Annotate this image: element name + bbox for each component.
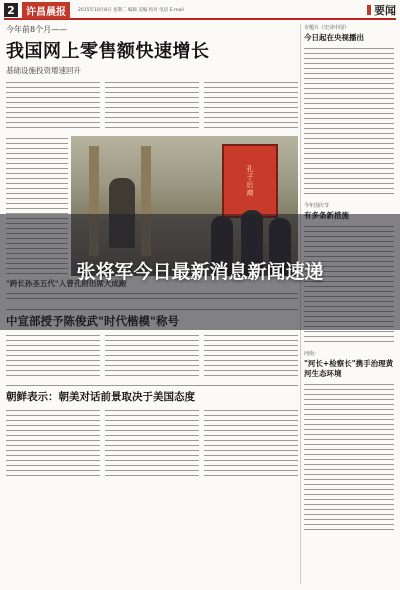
page-header [4, 2, 396, 20]
text-column [105, 408, 199, 478]
text-column [6, 80, 100, 132]
red-banner: 孔子后裔 [222, 144, 278, 218]
page-number: 2 [4, 3, 18, 17]
text-column [204, 408, 298, 478]
sidebar-headline[interactable]: "河长+检察长"携手治理黄河生态环境 [304, 359, 394, 378]
text-column [6, 408, 100, 478]
text-column [204, 80, 298, 132]
article-body [6, 333, 298, 379]
sidebar-kicker: 专题片《史诗中国》 [304, 25, 350, 31]
text-column [204, 333, 298, 379]
sidebar-kicker: 今年国庆节 [304, 203, 330, 209]
section-title: 要闻 [367, 2, 396, 18]
masthead: 许昌晨报 [22, 2, 70, 19]
article-body [6, 408, 298, 478]
lead-kicker: 今年前8个月—— [6, 25, 68, 34]
title-overlay[interactable] [0, 214, 400, 330]
sidebar-kicker: 河南： [304, 351, 320, 357]
text-column [6, 333, 100, 379]
lead-subhead: 基础设施投资增速回升 [6, 66, 81, 75]
sidebar-text [304, 46, 394, 196]
sidebar-headline[interactable]: 今日起在央视播出 [304, 33, 364, 42]
lead-body [6, 80, 298, 132]
header-meta: 2015年10月8日 星期二 编辑 美编 校对 电话 E-mail [78, 8, 184, 13]
article-headline[interactable]: 朝鲜表示：朝美对话前景取决于美国态度 [6, 385, 298, 404]
sidebar-text [304, 382, 394, 532]
text-column [105, 80, 199, 132]
overlay-title[interactable]: 张将军今日最新消息新闻速递 [76, 261, 324, 283]
text-column [105, 333, 199, 379]
lead-headline[interactable]: 我国网上零售额快速增长 [6, 41, 210, 62]
